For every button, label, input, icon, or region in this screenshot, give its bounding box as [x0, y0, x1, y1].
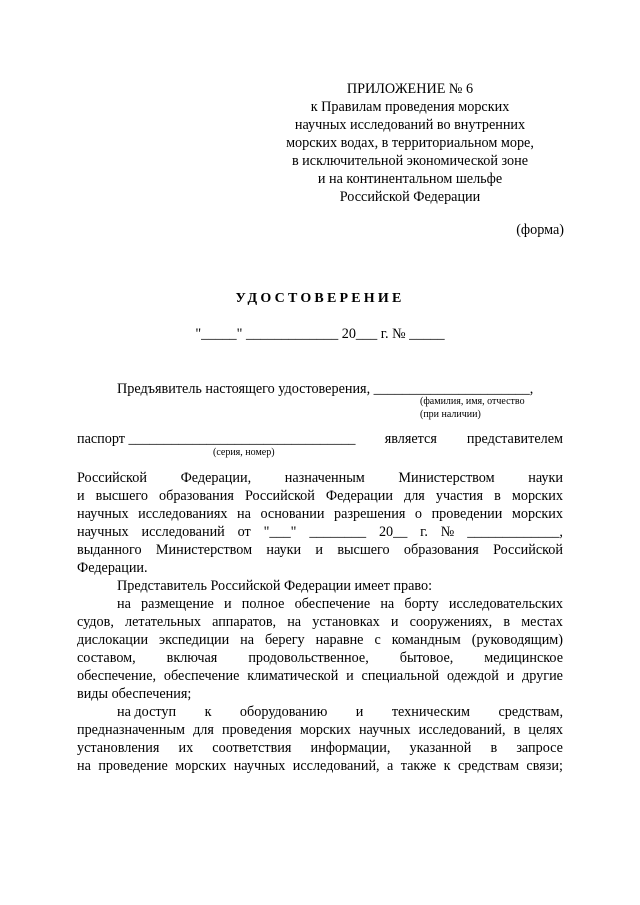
text-line — [117, 703, 563, 721]
text-word: к — [204, 704, 212, 720]
text-word: местах — [521, 614, 563, 630]
text-word: основании — [260, 506, 325, 522]
text-line — [77, 469, 563, 487]
text-word: указанной — [409, 740, 472, 756]
text-word: Федерации, — [180, 470, 252, 486]
text-word: другие — [522, 668, 563, 684]
text-word: научных — [77, 506, 129, 522]
text-word: соответствия — [212, 740, 292, 756]
text-word: 20__ — [378, 524, 408, 540]
text-word: высшего — [95, 488, 148, 504]
text-word: (руководящим) — [471, 632, 563, 648]
text-line — [77, 487, 563, 505]
appendix-line: научных исследований во внутренних — [294, 117, 526, 133]
text-word: также — [400, 758, 437, 774]
text-word: образования — [403, 542, 479, 558]
text-word: представителем — [466, 431, 563, 447]
text-word: судов, — [77, 614, 114, 630]
text-line: виды обеспечения; — [77, 686, 192, 702]
text-word: экспедиции — [159, 632, 230, 648]
appendix-line: к Правилам проведения морских — [310, 99, 510, 115]
text-word: проведение — [98, 758, 168, 774]
text-word: научных — [77, 524, 129, 540]
text-word: сооружениях, — [409, 614, 493, 630]
text-word: связи; — [526, 758, 563, 774]
text-word: проведения — [221, 722, 292, 738]
text-line — [77, 721, 563, 739]
text-word: их — [178, 740, 194, 756]
text-word: морских — [511, 488, 563, 504]
passport-line — [77, 430, 563, 448]
text-word: _____________, — [467, 524, 563, 540]
text-word: о — [414, 506, 423, 522]
text-word: на — [380, 596, 395, 612]
bearer-note: (при наличии) — [420, 409, 481, 420]
text-word: на — [287, 614, 302, 630]
appendix-line: и на континентальном шельфе — [317, 171, 503, 187]
date-number-line: "_____" _____________ 20___ г. № _____ — [195, 326, 445, 342]
text-word: дислокации — [77, 632, 149, 648]
text-word: и — [506, 668, 515, 684]
rights-intro: Представитель Российской Федерации имеет право: — [117, 578, 433, 594]
text-word: медицинское — [484, 650, 563, 666]
text-word: исследовательских — [448, 596, 563, 612]
text-line — [77, 631, 563, 649]
passport-note: (серия, номер) — [213, 447, 275, 458]
text-word: на — [237, 506, 251, 522]
text-word: № — [440, 524, 455, 540]
text-word: бытовое, — [399, 650, 454, 666]
text-word: исследованиях — [138, 506, 228, 522]
text-line: Федерации. — [77, 560, 148, 576]
text-word: Министерством — [398, 470, 495, 486]
text-word: включая — [166, 650, 218, 666]
text-word: проведении — [431, 506, 503, 522]
text-word: на — [240, 632, 255, 648]
text-word: в — [490, 740, 498, 756]
text-line — [77, 739, 563, 757]
text-word: целях — [528, 722, 563, 738]
text-word: Российской — [493, 542, 563, 558]
text-word: высшего — [337, 542, 390, 558]
text-word: на доступ — [117, 704, 177, 720]
text-word: борту — [404, 596, 439, 612]
text-word: исследований, — [418, 722, 506, 738]
text-word: и — [77, 488, 85, 504]
text-word: летательных — [125, 614, 201, 630]
text-word: науки — [528, 470, 563, 486]
text-word: обеспечение — [163, 668, 240, 684]
text-word: командным — [391, 632, 461, 648]
text-word: выданного — [77, 542, 142, 558]
text-word: средствам, — [498, 704, 563, 720]
text-line — [77, 541, 563, 559]
text-word: установках — [312, 614, 380, 630]
text-word: составом, — [77, 650, 136, 666]
text-word: информации, — [310, 740, 391, 756]
text-word: специальной — [361, 668, 440, 684]
text-line — [77, 523, 563, 541]
text-word: к — [443, 758, 451, 774]
text-word: для — [404, 488, 425, 504]
text-word: Российской — [77, 470, 147, 486]
text-word: оборудованию — [239, 704, 328, 720]
bearer-note: (фамилия, имя, отчество — [420, 396, 525, 407]
text-word: участия — [435, 488, 484, 504]
text-word: Федерации — [325, 488, 393, 504]
text-word: науки — [266, 542, 302, 558]
text-word: средствам — [457, 758, 519, 774]
text-word: аппаратов, — [212, 614, 277, 630]
text-word: полное — [241, 596, 285, 612]
text-word: морских — [299, 722, 351, 738]
text-word: назначенным — [284, 470, 365, 486]
text-word: наравне — [315, 632, 364, 648]
text-word: и — [355, 704, 364, 720]
text-word: продовольственное, — [248, 650, 369, 666]
text-word: обеспечение — [294, 596, 371, 612]
passport-field: паспорт ________________________________ — [77, 431, 356, 447]
text-line — [77, 649, 563, 667]
form-label: (форма) — [516, 222, 564, 238]
text-word: обеспечение, — [77, 668, 157, 684]
text-line — [77, 667, 563, 685]
appendix-line: Российской Федерации — [339, 189, 481, 205]
text-word: одеждой — [446, 668, 499, 684]
text-word: Министерством — [155, 542, 253, 558]
text-word: и — [346, 668, 354, 684]
text-line — [117, 595, 563, 613]
text-word: образования — [159, 488, 234, 504]
text-word: морских — [175, 758, 227, 774]
text-word: "___" — [263, 524, 297, 540]
text-word: ________ — [309, 524, 367, 540]
text-word: и — [315, 542, 324, 558]
appendix-title: ПРИЛОЖЕНИЕ № 6 — [346, 81, 474, 97]
text-word: с — [374, 632, 381, 648]
text-word: г. — [420, 524, 428, 540]
text-line — [77, 505, 563, 523]
text-word: размещение — [141, 596, 214, 612]
text-word: в — [503, 614, 511, 630]
text-line — [77, 613, 563, 631]
text-word: и — [390, 614, 399, 630]
text-word: запросе — [516, 740, 563, 756]
text-line — [77, 757, 563, 775]
text-word: установления — [77, 740, 160, 756]
text-word: а — [387, 758, 394, 774]
text-word: исследований — [141, 524, 225, 540]
text-word: является — [384, 431, 437, 447]
text-word: научных — [233, 758, 286, 774]
text-word: исследований, — [292, 758, 380, 774]
text-word: климатической — [247, 668, 339, 684]
text-word: в — [513, 722, 521, 738]
text-word: на — [77, 758, 91, 774]
text-word: берегу — [265, 632, 305, 648]
text-word: предназначенным — [77, 722, 185, 738]
text-word: и — [223, 596, 232, 612]
text-word: для — [193, 722, 214, 738]
bearer-line: Предъявитель настоящего удостоверения, ______________________, — [117, 381, 534, 397]
text-word: от — [237, 524, 251, 540]
text-word: морских — [511, 506, 563, 522]
text-word: Российской — [244, 488, 315, 504]
text-word: разрешения — [334, 506, 406, 522]
text-word: на — [117, 596, 131, 612]
appendix-line: морских водах, в территориальном море, — [286, 135, 534, 151]
text-word: в — [494, 488, 501, 504]
text-word: техническим — [391, 704, 470, 720]
appendix-line: в исключительной экономической зоне — [291, 153, 529, 169]
document-title: УДОСТОВЕРЕНИЕ — [235, 291, 405, 306]
text-word: научных — [358, 722, 411, 738]
